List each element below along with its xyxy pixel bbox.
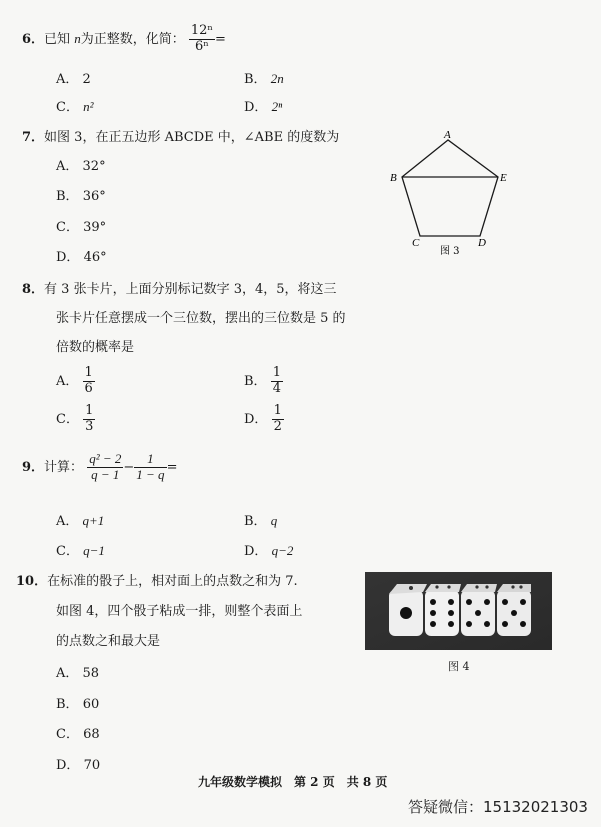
label-c: C (412, 237, 420, 249)
die-1 (389, 584, 427, 636)
q8-stem-line-1: 8．有 3 张卡片，上面分别标记数字 3，4，5，将这三 (22, 282, 337, 297)
q7-option-d: D． 46° (56, 250, 107, 265)
q9-option-c: C． q−1 (56, 543, 105, 559)
q6-option-d: D． 2ⁿ (244, 99, 283, 115)
q9-fraction-1: $\frac{\text{q² − 2}}{q - 1}$ (89, 451, 122, 482)
q7-option-b: B． 36° (56, 189, 106, 204)
q9-stem: 9．计算： $\frac{\text{q² − 2}}{q - 1}$ − $\frac{1}{1 - q}$ = (22, 451, 178, 482)
q10-stem-line-2: 如图 4，四个骰子粘成一排，则整个表面上 (56, 604, 303, 619)
q10-option-a: A． 58 (56, 666, 100, 681)
q8-stem-line-2: 张卡片任意摆成一个三位数，摆出的三位数是 5 的 (56, 311, 346, 326)
q8-option-c: C． $\frac{1}{3}$ (56, 403, 94, 434)
q8-option-d: D． $\frac{1}{2}$ (244, 403, 282, 434)
label-b: B (390, 172, 397, 184)
q6-stem: 6．已知 n为正整数，化简： $\frac{\text{12ⁿ}}{\text{6ⁿ}}$ = (22, 23, 226, 54)
q9-number: 9． (22, 459, 45, 475)
q10-number: 10． (16, 574, 48, 589)
label-d: D (478, 237, 486, 249)
q7-option-c: C． 39° (56, 220, 107, 235)
q9-fraction-2: $\frac{1}{1 - q}$ (136, 451, 165, 482)
q6-option-c: C． n² (56, 99, 94, 115)
q10-stem-line-3: 的点数之和最大是 (56, 634, 161, 649)
q9-option-a: A． q+1 (56, 513, 105, 529)
figure-4-caption: 图 4 (448, 660, 470, 673)
label-e: E (500, 172, 507, 184)
die-2 (425, 584, 461, 636)
q8-option-b: B． $\frac{1}{4}$ (244, 365, 281, 396)
q6-fraction: $\frac{\text{12ⁿ}}{\text{6ⁿ}}$ (190, 23, 214, 54)
q8-number: 8． (22, 282, 45, 297)
q7-option-a: A． 32° (56, 159, 106, 174)
page-footer: 九年级数学模拟 第 2 页 共 8 页 (198, 775, 388, 789)
q7-number: 7． (22, 130, 45, 145)
q10-option-d: D． 70 (56, 758, 101, 773)
die-3 (461, 584, 497, 636)
q10-stem-line-1: 10．在标准的骰子上，相对面上的点数之和为 7. (16, 574, 298, 589)
contact-line: 答疑微信：15132021303 (408, 798, 588, 816)
q10-option-b: B． 60 (56, 697, 100, 712)
figure-4-dice-photo (365, 572, 552, 650)
die-4 (497, 584, 531, 636)
q6-option-a: A． 2 (56, 72, 91, 87)
figure-3-caption: 图 3 (440, 246, 460, 256)
q9-option-b: B． q (244, 513, 278, 529)
label-a: A (444, 129, 451, 141)
q8-option-a: A． $\frac{1}{6}$ (56, 365, 93, 396)
q9-option-d: D． q−2 (244, 543, 294, 559)
q6-number: 6． (22, 31, 45, 47)
q7-stem: 7．如图 3，在正五边形 ABCDE 中，∠ABE 的度数为 (22, 130, 340, 145)
figure-3-pentagon (386, 128, 526, 256)
pentagon-shape (402, 140, 498, 236)
q6-option-b: B． 2n (244, 71, 284, 87)
q8-stem-line-3: 倍数的概率是 (56, 340, 135, 355)
q10-option-c: C． 68 (56, 727, 100, 742)
